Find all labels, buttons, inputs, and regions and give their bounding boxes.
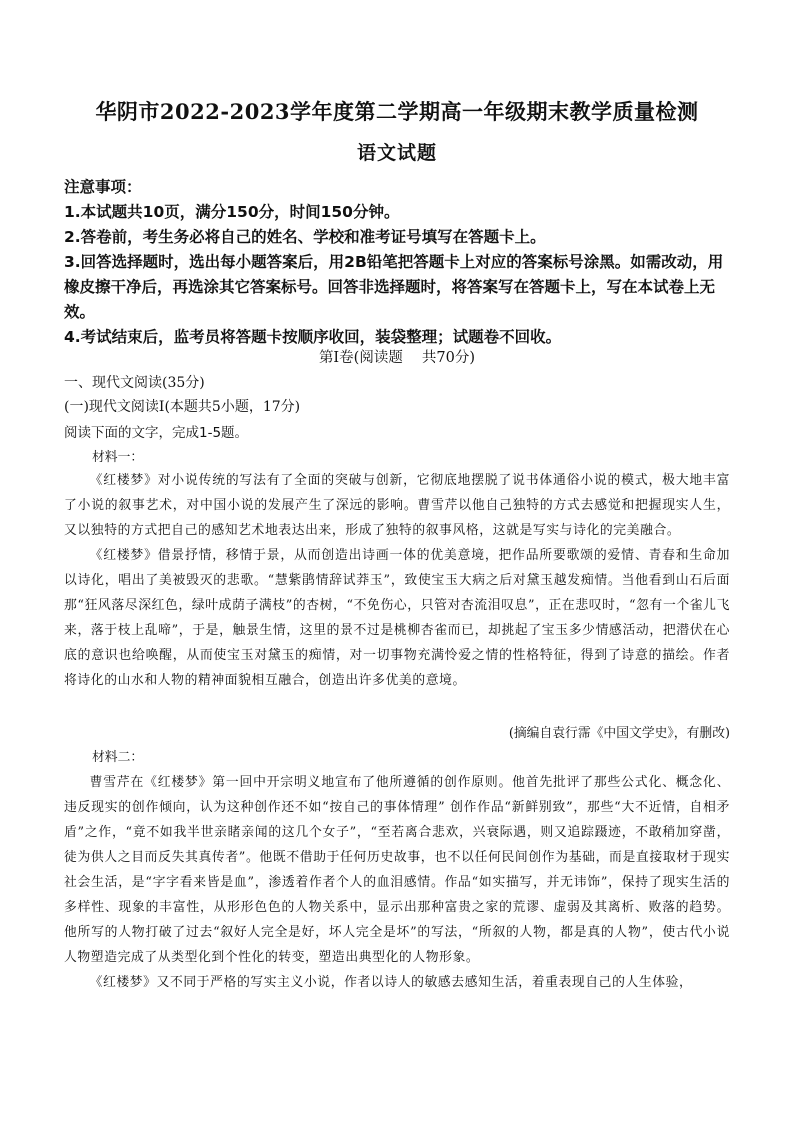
reading-instruction: 阅读下面的文字，完成1-5题。 xyxy=(64,425,249,441)
paragraph: 曹雪芹在《红楼梦》第一回中开宗明义地宣布了他所遵循的创作原则。他首先批评了那些公式化、概念化、违反现实的创作倾向，认为这种创作还不如“按自己的事体情理” 创作作品“新鲜别致”，那些“大不近情，自相矛盾”之作，“竟不如我半世亲睹亲闻的这几个女子”，“至若离合悲欢，兴衰际遇，则又追踪蹑迹，不敢稍加穿凿，徒为供人之目而反失其真传者”。他既不借助于任何历史故事，也不以任何民间创作为基础，而是直接取材于现实社会生活，是“字字看来皆是血”，渗透着作者个人的血泪感情。作品“如实描写，并无讳饰”，保持了现实生活的多样性、现象的丰富性，从形形色色的人物关系中，显示出那种富贵之家的荒谬、虚弱及其离析、败落的趋势。他所写的人物打破了过去“叙好人完全是好，坏人完全是坏”的写法，“所叙的人物，都是真的人物”，使古代小说人物塑造完成了从类型化到个性化的转变，塑造出典型化的人物形象。 xyxy=(64,775,730,965)
part-heading: 一、现代文阅读(35分) xyxy=(64,375,205,391)
notice-heading: 注意事项： xyxy=(64,178,142,196)
exam-title: 华阴市2022-2023学年度第二学期高一年级期末教学质量检测 xyxy=(95,99,699,124)
material-1-body xyxy=(64,468,730,693)
material-2-label: 材料二： xyxy=(92,750,144,765)
paragraph: 《红楼梦》又不同于严格的写实主义小说，作者以诗人的敏感去感知生活，着重表现自己的人生体验， xyxy=(89,975,693,990)
notice-item: 2.答卷前，考生务必将自己的姓名、学校和准考证号填写在答题卡上。 xyxy=(64,228,546,246)
material-1-source: (摘编自袁行霈《中国文学史》，有删改) xyxy=(508,726,730,741)
sub-heading: (一)现代文阅读Ⅰ(本题共5小题，17分) xyxy=(64,399,301,415)
notice-block xyxy=(64,175,734,350)
notice-item: 4.考试结束后，监考员将答题卡按顺序收回，装袋整理；试题卷不回收。 xyxy=(64,328,562,346)
paragraph: 《红楼梦》借景抒情，移情于景，从而创造出诗画一体的优美意境，把作品所要歌颂的爱情、青春和生命加以诗化，唱出了美被毁灭的悲歌。“慧紫鹃情辞试莽玉”，致使宝玉大病之后对黛玉越发痴情。当他看到山石后面那“狂风落尽深红色，绿叶成荫子满枝”的杏树，“不免伤心，只管对杏流泪叹息”，正在悲叹时，“忽有一个雀儿飞来，落于枝上乱啼”，于是，触景生情，这里的景不过是桃柳杏雀而已，却挑起了宝玉多少情感活动，把潜伏在心底的意识也给唤醒，从而使宝玉对黛玉的痴情，对一切事物充满怜爱之情的性格特征，得到了诗意的描绘。作者将诗化的山水和人物的精神面貌相互融合，创造出许多优美的意境。 xyxy=(64,548,730,688)
paragraph: 《红楼梦》对小说传统的写法有了全面的突破与创新，它彻底地摆脱了说书体通俗小说的模式，极大地丰富了小说的叙事艺术，对中国小说的发展产生了深远的影响。曹雪芹以他自己独特的方式去感觉和把握现实人生，又以独特的方式把自己的感知艺术地表达出来，形成了独特的叙事风格，这就是写实与诗化的完美融合。 xyxy=(64,473,730,538)
material-2-body xyxy=(64,770,730,995)
notice-item: 3.回答选择题时，选出每小题答案后，用2B铅笔把答题卡上对应的答案标号涂黑。如需改动，用橡皮擦干净后，再选涂其它答案标号。回答非选择题时，将答案写在答题卡上，写在本试卷上无效。 xyxy=(64,253,724,321)
exam-subtitle: 语文试题 xyxy=(356,142,437,164)
notice-item: 1.本试题共10页，满分150分，时间150分钟。 xyxy=(64,203,400,221)
section-heading: 第Ⅰ卷(阅读题 共70分) xyxy=(318,350,476,366)
material-1-label: 材料一： xyxy=(92,450,144,465)
